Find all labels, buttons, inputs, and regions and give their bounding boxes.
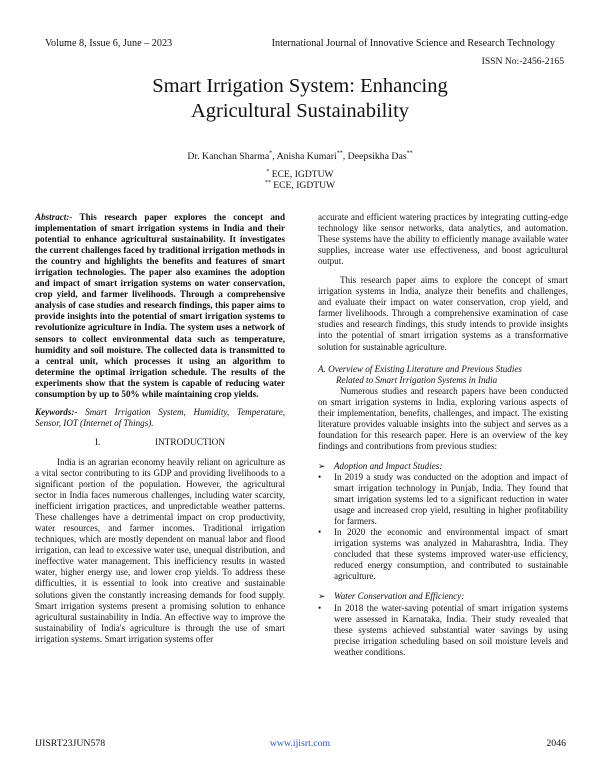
list-item-text: In 2019 a study was conducted on the adoption and impact of smart irrigation technology in Punjab, India. They found that smart irrigation systems led to a significant reduction in water usage and increased crop yield, resulting in higher profitability for farmers. — [334, 471, 568, 527]
author-2: Anisha Kumari — [276, 151, 337, 162]
list-item — [318, 603, 568, 658]
section-number: I. — [94, 437, 101, 448]
footer-paper-id: IJISRT23JUN578 — [35, 738, 106, 749]
header-volume: Volume 8, Issue 6, June – 2023 — [45, 38, 173, 49]
footer-page-number: 2046 — [546, 738, 566, 749]
author-1-mark: * — [269, 150, 273, 157]
paper-title — [60, 74, 540, 124]
group-heading-water — [318, 591, 568, 602]
right-paragraph-1: accurate and efficient watering practices by integrating cutting-edge technology like sensor networks, data analytics, and automation. These systems have the ability to efficiently manage available water supplies, increase water use effectiveness, and boost agricultural output. — [318, 212, 568, 267]
bullet-icon: • — [318, 471, 322, 482]
header-journal: International Journal of Innovative Science and Research Technology — [271, 38, 555, 49]
subsection-label: A. — [318, 363, 326, 374]
title-line-2: Agricultural Sustainability — [190, 100, 410, 122]
list-item-text: In 2018 the water-saving potential of smart irrigation systems were assessed in Karnataka, India. Their study revealed that these systems achieved substantial water savings by using precise irrigation scheduling based on soil moisture levels and weather conditions. — [334, 602, 568, 657]
affiliation-1-text: ECE, IGDTUW — [269, 169, 334, 180]
bullet-icon: • — [318, 527, 322, 538]
author-separator: , — [342, 151, 348, 162]
affiliation-2 — [60, 180, 540, 191]
subsection-title-line-1: Overview of Existing Literature and Previous Studies — [328, 363, 522, 374]
keywords-text: Smart Irrigation System, Humidity, Temperature, Sensor, IOT (Internet of Things). — [35, 406, 285, 428]
group-heading-adoption — [318, 461, 568, 472]
arrow-bullet-icon: ➢ — [318, 460, 326, 471]
list-item — [318, 472, 568, 527]
bullet-icon: • — [318, 602, 322, 613]
affiliation-1 — [60, 169, 540, 180]
arrow-bullet-icon: ➢ — [318, 591, 326, 602]
intro-paragraph: India is an agrarian economy heavily reliant on agriculture as a vital sector contributing to its GDP and providing livelihoods to a significant portion of the population. However, the agricultural sector in India faces numerous challenges, including water scarcity, inefficient irrigation practices, and unpredictable weather patterns. These challenges have a detrimental impact on crop productivity, water resources, and farmer incomes. Traditional irrigation techniques, which are mostly dependent on manual labor and flood irrigation, can lead to excessive water use, unequal distribution, and ineffective water management. This inefficiency results in wasted water, higher energy use, and lower crop yields. To address these difficulties, it is essential to look into creative and sustainable solutions given the constantly increasing demands for food supply. Smart irrigation systems present a promising solution to enhance agricultural sustainability in India. An effective way to improve the sustainability of India's agriculture is through the use of smart irrigation systems. Smart irrigation systems offer — [35, 456, 285, 644]
list-item — [318, 527, 568, 582]
subsection-title-line-2: Related to Smart Irrigation Systems in India — [336, 374, 498, 385]
author-1: Dr. Kanchan Sharma — [187, 151, 270, 162]
footer-website-link[interactable]: www.ijisrt.com — [269, 738, 331, 749]
author-list — [60, 151, 540, 162]
left-column — [35, 212, 285, 645]
subsection-a-paragraph: Numerous studies and research papers have been conducted on smart irrigation systems in India, exploring various aspects of their implementation, benefits, challenges, and impact. The existing literature provides valuable insights into the subject and serves as a foundation for this research paper. Here is an overview of the key findings and contributions from previous studies: — [318, 385, 568, 451]
header-issn: ISSN No:-2456-2165 — [481, 56, 564, 67]
author-2-mark: ** — [336, 150, 343, 157]
section-heading-introduction — [35, 438, 285, 449]
section-title: INTRODUCTION — [154, 437, 226, 448]
group-title: Water Conservation and Efficiency: — [334, 591, 465, 602]
right-paragraph-2: This research paper aims to explore the concept of smart irrigation systems in India, analyze their benefits and challenges, and evaluate their impact on water conservation, crop yield, and farmer livelihoods. Through a comprehensive examination of case studies and research findings, this study intends to provide insights into the potential of smart irrigation systems as a transformative solution for sustainable agriculture. — [318, 275, 568, 352]
abstract-label: Abstract:- — [35, 212, 73, 222]
list-item-text: In 2020 the economic and environmental impact of smart irrigation systems was analyzed in Maharashtra, India. They concluded that these systems improved water-use efficiency, reduced energy consumption, and contributed to sustainable agriculture. — [334, 527, 568, 582]
title-line-1: Smart Irrigation System: Enhancing — [152, 75, 448, 97]
keywords-label: Keywords:- — [35, 406, 78, 417]
keywords — [35, 407, 285, 429]
affiliation-1-mark: * — [266, 168, 270, 175]
author-separator: , — [272, 151, 277, 162]
abstract-text: This research paper explores the concept and implementation of smart irrigation systems in India and their potential to enhance agricultural sustainability. It investigates the current challenges faced by traditional irrigation methods in the country and highlights the benefits and features of smart irrigation technologies. The paper also examines the adoption and impact of smart irrigation systems on water conservation, crop yield, and farmer livelihoods. Through a comprehensive analysis of case studies and research findings, this paper aims to provide insights into the potential of smart irrigation systems to revolutionize agriculture in India. The system uses a network of sensors to collect environmental data such as temperature, humidity and soil moisture. The collected data is transmitted to a central unit, which processes it using an algorithm to determine the optimal irrigation schedule. The results of the experiments show that the system is capable of reducing water consumption by up to 50% while maintaining crop yields. — [35, 212, 285, 399]
group-title: Adoption and Impact Studies: — [334, 460, 443, 471]
right-column — [318, 212, 568, 658]
author-3: Deepsikha Das — [347, 151, 407, 162]
affiliation-2-text: ECE, IGDTUW — [270, 180, 336, 191]
subsection-heading-a — [318, 364, 568, 386]
abstract — [35, 212, 285, 400]
affiliation-2-mark: ** — [264, 179, 271, 186]
author-3-mark: ** — [406, 150, 413, 157]
